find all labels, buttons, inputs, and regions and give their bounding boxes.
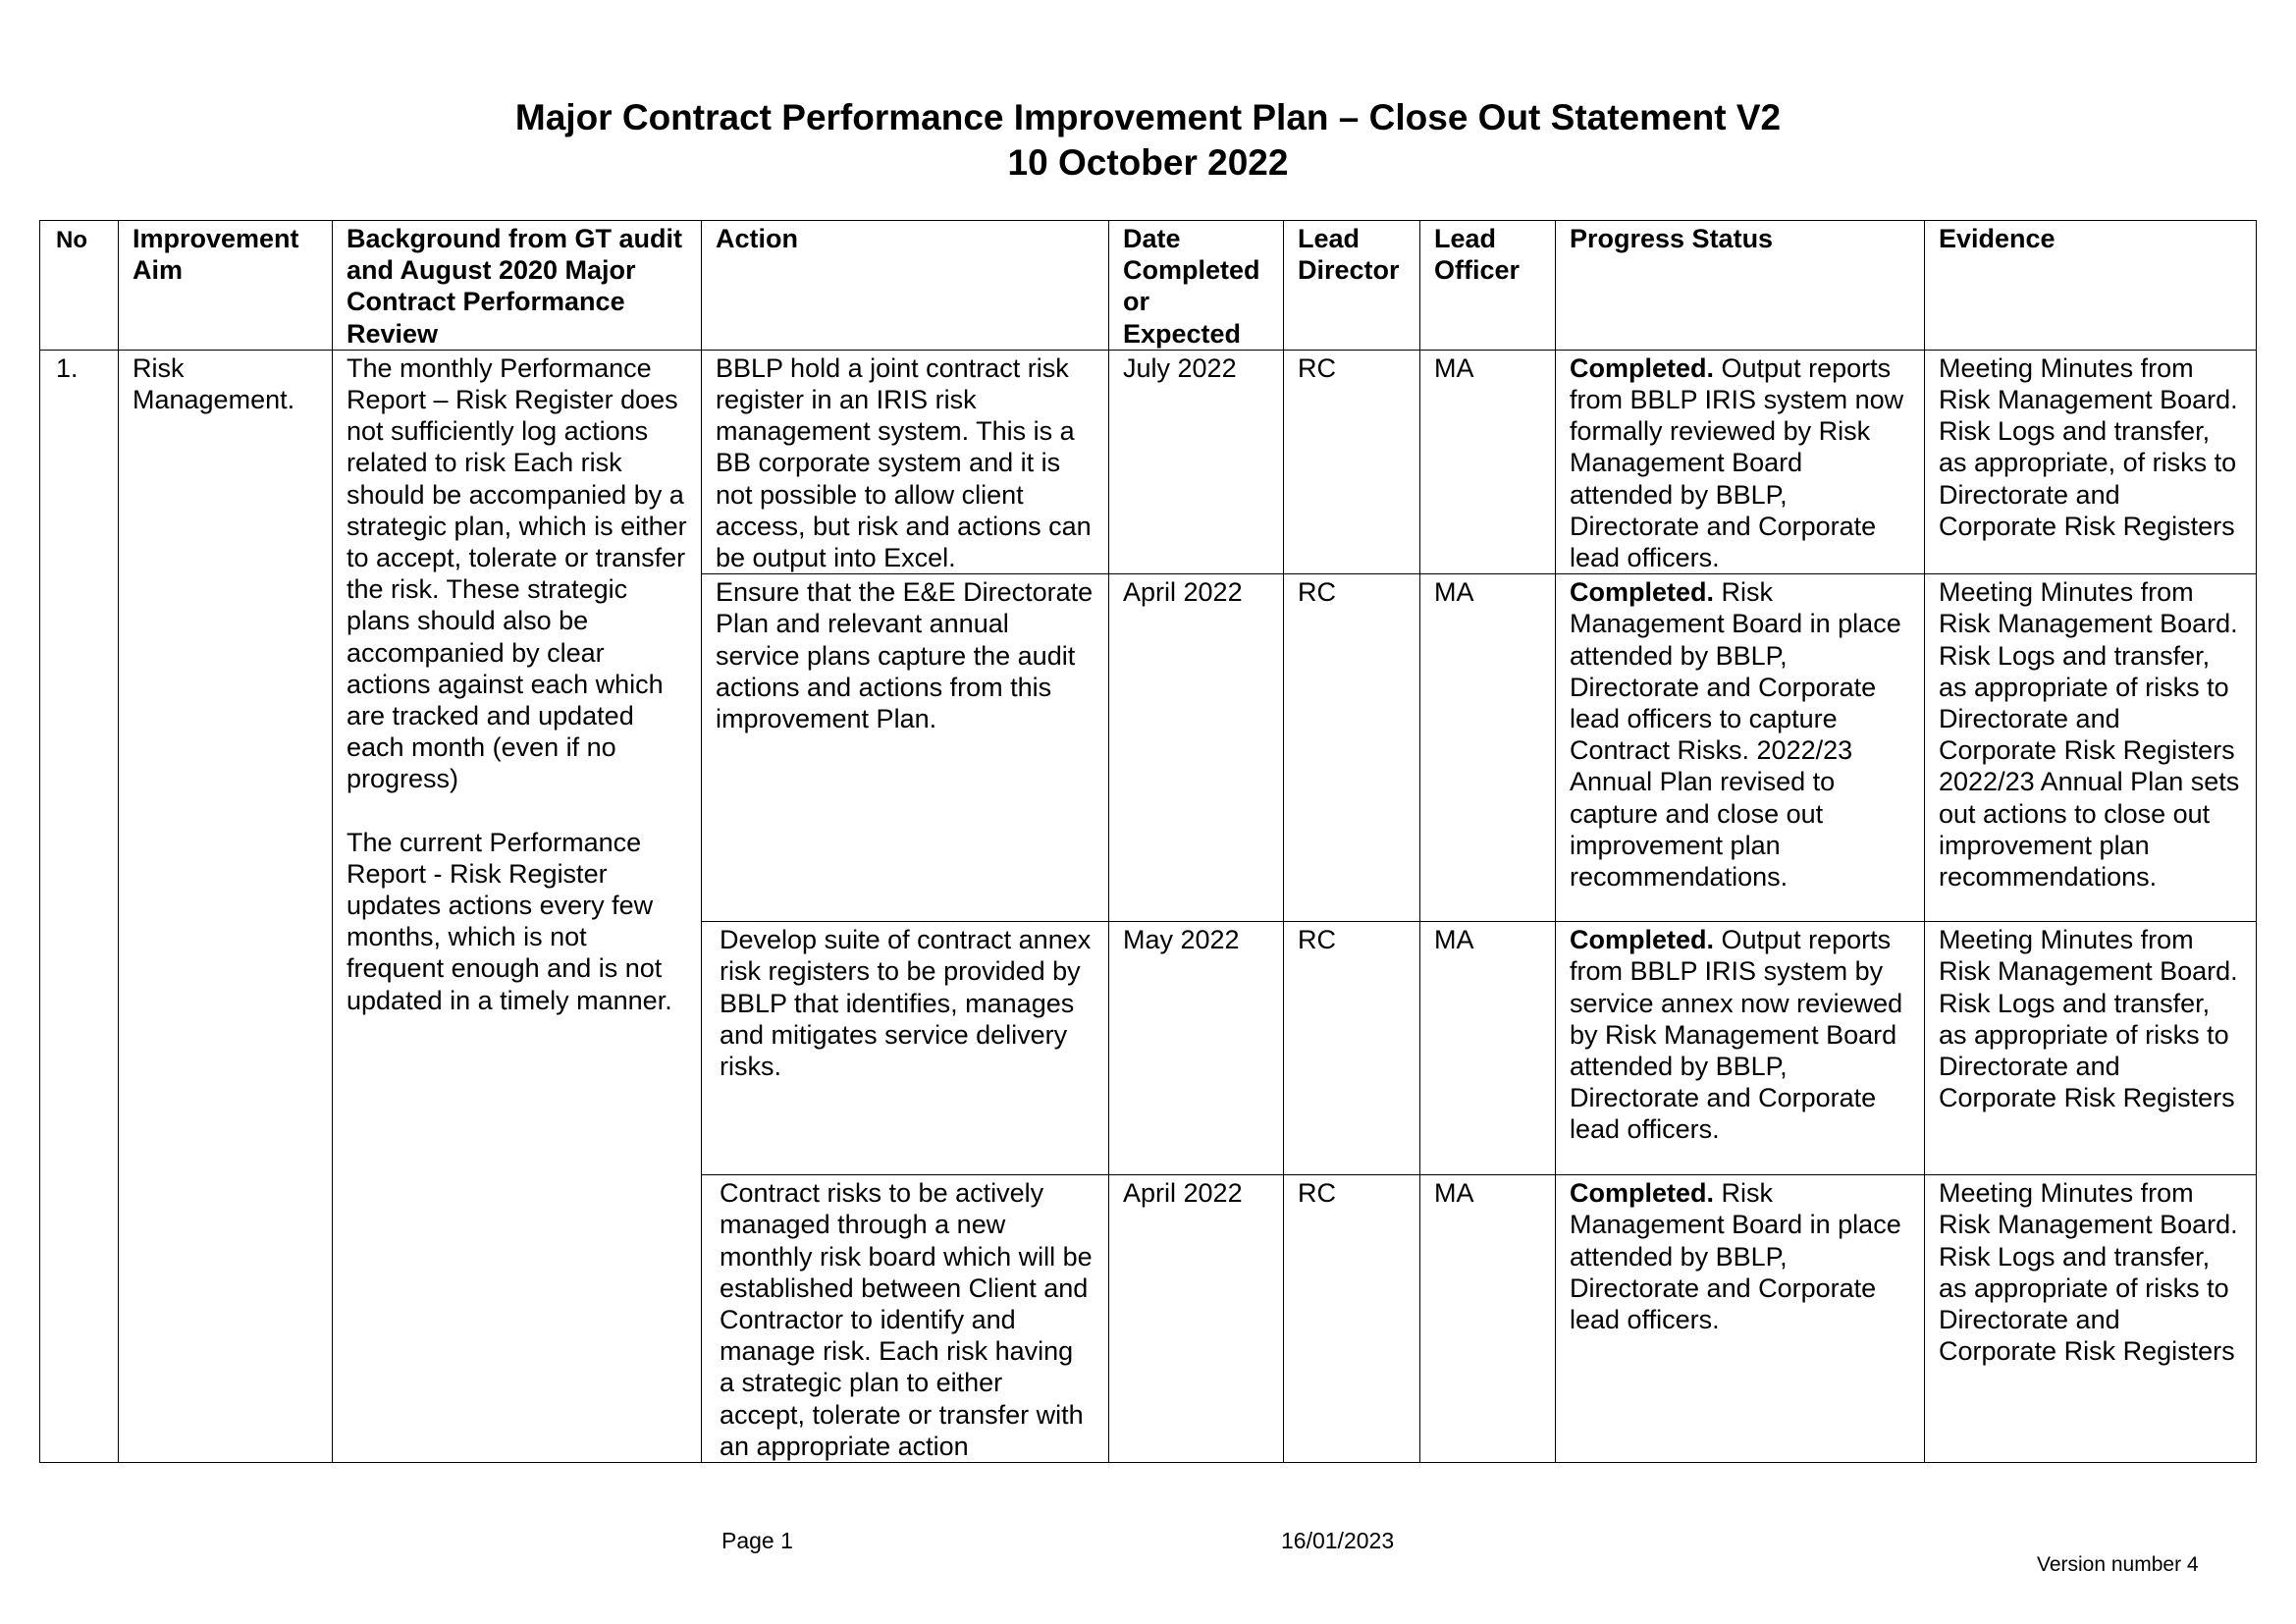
action-cell: Develop suite of contract annex risk registers to be provided by BBLP that identifies, manages and mitigates service delivery risks. [702,922,1109,1175]
progress-text: Risk Management Board in place attended by BBLP, Directorate and Corporate lead officers. [1570,1178,1901,1335]
header-progress-status: Progress Status [1556,221,1925,351]
lead-director-cell: RC [1284,574,1420,922]
lead-director-cell: RC [1284,350,1420,573]
lead-officer-cell: MA [1420,1175,1556,1463]
lead-officer-cell: MA [1420,574,1556,922]
header-lead-officer: Lead Officer [1420,221,1556,351]
document-date: 10 October 2022 [1007,142,1289,183]
lead-officer-cell: MA [1420,350,1556,573]
table-header-row [40,221,2257,351]
progress-text: Output reports from BBLP IRIS system by service annex now reviewed by Risk Management Board attended by BBLP, Directorate and Corporate lead officers. [1570,925,1903,1145]
page-number: Page 1 [721,1528,793,1553]
progress-cell [1556,574,1925,922]
status-label: Completed. [1570,577,1715,608]
footer-date: 16/01/2023 [1281,1528,1395,1553]
table-row [40,350,2257,573]
progress-cell [1556,350,1925,573]
header-action: Action [702,221,1109,351]
background-paragraph: The monthly Performance Report – Risk Register does not sufficiently log actions related to risk Each risk should be accompanied by a strategic plan, which is either to accept, tolerate or transfer the risk. These strategic plans should also be accompanied by clear actions against each which are tracked and updated each month (even if no progress) [347,352,687,794]
header-background: Background from GT audit and August 2020 Major Contract Performance Review [333,221,702,351]
item-number: 1. [40,350,119,1462]
background-cell [333,350,702,1462]
action-cell: Contract risks to be actively managed through a new monthly risk board which will be established between Client and Contractor to identify and manage risk. Each risk having a strategic plan to either accept, tolerate or transfer with an appropriate action [702,1175,1109,1463]
date-cell: May 2022 [1109,922,1284,1175]
evidence-cell: Meeting Minutes from Risk Management Board. Risk Logs and transfer, as appropriate, of risks to Directorate and Corporate Risk Registers [1925,350,2257,573]
status-label: Completed. [1570,352,1715,383]
date-cell: April 2022 [1109,574,1284,922]
evidence-cell: Meeting Minutes from Risk Management Board. Risk Logs and transfer, as appropriate of risks to Directorate and Corporate Risk Registers [1925,1175,2257,1463]
progress-text: Risk Management Board in place attended by BBLP, Directorate and Corporate lead officers to capture Contract Risks. 2022/23 Annual Plan revised to capture and close out improvement plan recommendations. [1570,577,1901,893]
header-evidence: Evidence [1925,221,2257,351]
date-cell: April 2022 [1109,1175,1284,1463]
progress-cell [1556,922,1925,1175]
lead-director-cell: RC [1284,1175,1420,1463]
progress-cell [1556,1175,1925,1463]
evidence-cell: Meeting Minutes from Risk Management Board. Risk Logs and transfer, as appropriate of risks to Directorate and Corporate Risk Registers [1925,922,2257,1175]
header-improvement-aim: Improvement Aim [119,221,333,351]
evidence-cell: Meeting Minutes from Risk Management Board. Risk Logs and transfer, as appropriate of risks to Directorate and Corporate Risk Registers 2022/23 Annual Plan sets out actions to close out improvement plan recommendations. [1925,574,2257,922]
version-number: Version number 4 [2037,1553,2199,1576]
lead-officer-cell: MA [1420,922,1556,1175]
status-label: Completed. [1570,1178,1715,1209]
progress-text: Output reports from BBLP IRIS system now formally reviewed by Risk Management Board attended by BBLP, Directorate and Corporate lead officers. [1570,352,1904,573]
header-lead-director: Lead Director [1284,221,1420,351]
background-paragraph: The current Performance Report - Risk Register updates actions every few months, which is not frequent enough and is not updated in a timely manner. [347,827,672,1015]
action-cell: Ensure that the E&E Directorate Plan and relevant annual service plans capture the audit actions and actions from this improvement Plan. [702,574,1109,922]
document-title: Major Contract Performance Improvement Plan – Close Out Statement V2 [514,97,1782,137]
header-no: No [40,221,119,351]
action-cell: BBLP hold a joint contract risk register in an IRIS risk management system. This is a BB corporate system and it is not possible to allow client access, but risk and actions can be output into Excel. [702,350,1109,573]
lead-director-cell: RC [1284,922,1420,1175]
header-date: Date Completed or Expected [1109,221,1284,351]
improvement-aim: Risk Management. [119,350,333,1462]
date-cell: July 2022 [1109,350,1284,573]
improvement-plan-table [39,220,2257,1463]
status-label: Completed. [1570,925,1715,955]
